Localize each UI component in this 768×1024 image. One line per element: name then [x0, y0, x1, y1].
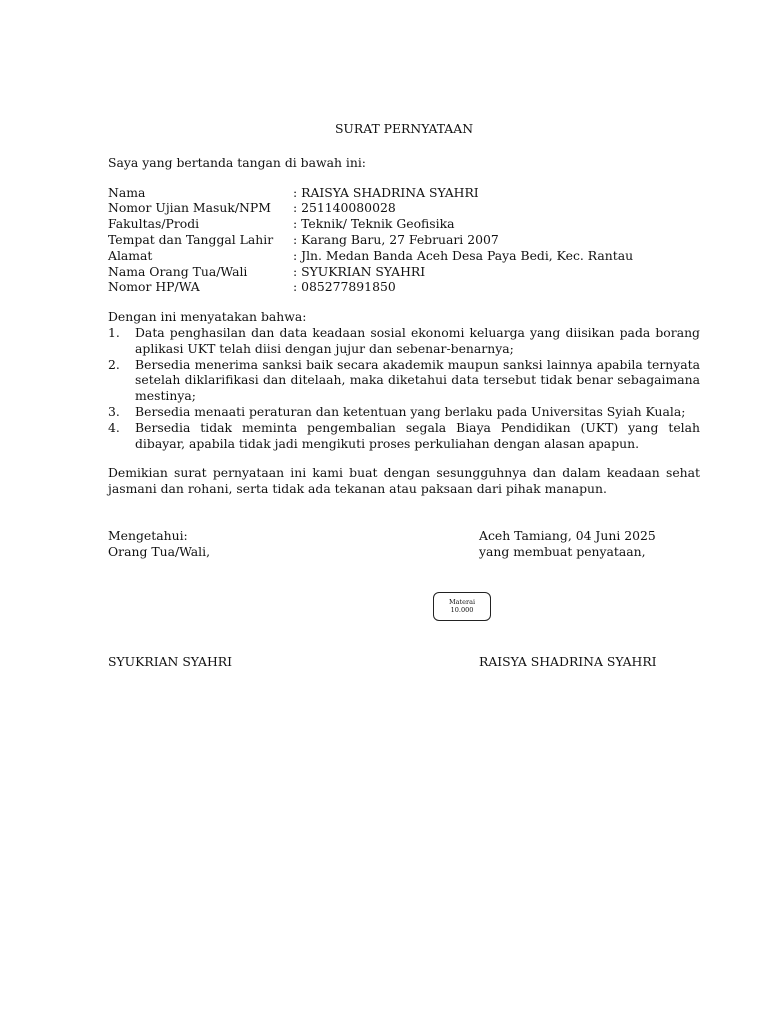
identity-label: Nama [108, 184, 146, 200]
guardian-label: Orang Tua/Wali, [108, 543, 211, 559]
identity-value: : RAISYA SHADRINA SYAHRI [293, 184, 479, 200]
list-item [108, 325, 700, 357]
list-item-number: 4. [108, 419, 120, 435]
identity-row [108, 185, 700, 201]
identity-row [108, 248, 700, 264]
guardian-signature-header [108, 528, 210, 560]
intro-text: Saya yang bertanda tangan di bawah ini: [108, 154, 366, 170]
list-item-number: 2. [108, 356, 120, 372]
acknowledged-label: Mengetahui: [108, 528, 188, 543]
list-item-text: Bersedia menerima sanksi baik secara akademik maupun sanksi lainnya apabila ternyata setelah diklarifikasi dan ditelaah, maka diketahui data tersebut tidak benar sebagaimana mestinya; [135, 356, 700, 404]
identity-row [108, 216, 700, 232]
signatory-names [108, 654, 700, 670]
place-date: Aceh Tamiang, 04 Juni 2025 [479, 528, 656, 543]
declarant-label: yang membuat penyataan, [479, 543, 646, 559]
list-item-number: 3. [108, 403, 120, 419]
identity-value: : SYUKRIAN SYAHRI [293, 263, 426, 279]
closing-paragraph: Demikian surat pernyataan ini kami buat dengan sesungguhnya dan dalam keadaan sehat jasmani dan rohani, serta tidak ada tekanan atau paksaan dari pihak manapun. [108, 465, 700, 497]
declarant-signature-header [479, 528, 656, 560]
letter-title: SURAT PERNYATAAN [334, 121, 474, 136]
identity-value: : 251140080028 [293, 200, 396, 216]
declaration-list [108, 325, 700, 451]
list-item [108, 357, 700, 404]
identity-value: : 085277891850 [293, 279, 396, 295]
list-item [108, 420, 700, 452]
identity-label: Nomor HP/WA [108, 279, 200, 295]
stamp-label: Materai [448, 598, 476, 606]
list-item-text: Data penghasilan dan data keadaan sosial ekonomi keluarga yang diisikan pada borang aplikasi UKT telah diisi dengan jujur dan sebenar-benarnya; [135, 324, 700, 356]
identity-value: : Karang Baru, 27 Februari 2007 [293, 231, 499, 247]
identity-row [108, 232, 700, 248]
identity-label: Nama Orang Tua/Wali [108, 263, 248, 279]
identity-row [108, 264, 700, 280]
identity-label: Tempat dan Tanggal Lahir [108, 231, 274, 247]
identity-row [108, 200, 700, 216]
identity-label: Alamat [108, 247, 153, 263]
identity-label: Fakultas/Prodi [108, 216, 200, 232]
list-item [108, 404, 700, 420]
declarant-name: RAISYA SHADRINA SYAHRI [479, 654, 657, 669]
identity-row [108, 279, 700, 295]
identity-table [108, 185, 700, 296]
declaration-intro: Dengan ini menyatakan bahwa: [108, 309, 307, 325]
list-item-text: Bersedia menaati peraturan dan ketentuan yang berlaku pada Universitas Syiah Kuala; [135, 403, 686, 419]
identity-label: Nomor Ujian Masuk/NPM [108, 200, 271, 216]
list-item-number: 1. [108, 324, 120, 340]
identity-value: : Jln. Medan Banda Aceh Desa Paya Bedi, Kec. Rantau [293, 247, 634, 263]
stamp-value: 10.000 [450, 606, 474, 614]
identity-value: : Teknik/ Teknik Geofisika [293, 216, 455, 232]
list-item-text: Bersedia tidak meminta pengembalian segala Biaya Pendidikan (UKT) yang telah dibayar, apabila tidak jadi mengikuti proses perkuliahan dengan alasan apapun. [135, 419, 700, 451]
guardian-name: SYUKRIAN SYAHRI [108, 654, 233, 669]
duty-stamp [433, 592, 491, 621]
statement-letter [108, 121, 700, 497]
